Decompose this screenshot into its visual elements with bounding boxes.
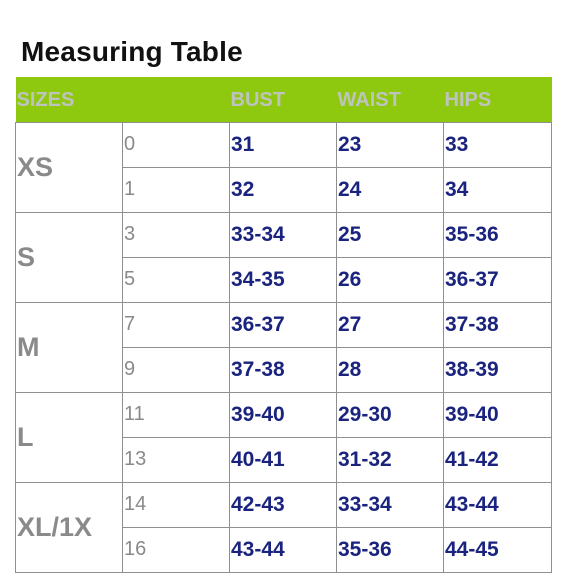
header-number [123, 77, 230, 122]
hips-value: 43-44 [444, 482, 552, 527]
bust-value: 42-43 [230, 482, 337, 527]
hips-value: 33 [444, 122, 552, 167]
size-number: 5 [123, 257, 230, 302]
waist-value: 28 [337, 347, 444, 392]
waist-value: 24 [337, 167, 444, 212]
page-title: Measuring Table [21, 36, 243, 67]
bust-value: 43-44 [230, 527, 337, 572]
table-row [16, 212, 552, 257]
bust-value: 31 [230, 122, 337, 167]
hips-value: 39-40 [444, 392, 552, 437]
size-number: 11 [123, 392, 230, 437]
hips-value: 41-42 [444, 437, 552, 482]
table-row [16, 392, 552, 437]
bust-value: 36-37 [230, 302, 337, 347]
hips-value: 38-39 [444, 347, 552, 392]
bust-value: 37-38 [230, 347, 337, 392]
size-label: M [16, 302, 123, 392]
header-hips: HIPS [444, 77, 552, 122]
hips-value: 44-45 [444, 527, 552, 572]
waist-value: 31-32 [337, 437, 444, 482]
hips-value: 35-36 [444, 212, 552, 257]
size-label: S [16, 212, 123, 302]
bust-value: 39-40 [230, 392, 337, 437]
size-number: 7 [123, 302, 230, 347]
header-waist: WAIST [337, 77, 444, 122]
bust-value: 40-41 [230, 437, 337, 482]
waist-value: 27 [337, 302, 444, 347]
size-number: 1 [123, 167, 230, 212]
waist-value: 33-34 [337, 482, 444, 527]
hips-value: 36-37 [444, 257, 552, 302]
waist-value: 35-36 [337, 527, 444, 572]
size-number: 14 [123, 482, 230, 527]
measuring-table [15, 77, 552, 573]
waist-value: 29-30 [337, 392, 444, 437]
size-label: XS [16, 122, 123, 212]
hips-value: 34 [444, 167, 552, 212]
waist-value: 26 [337, 257, 444, 302]
hips-value: 37-38 [444, 302, 552, 347]
header-sizes: SIZES [16, 77, 123, 122]
bust-value: 32 [230, 167, 337, 212]
bust-value: 33-34 [230, 212, 337, 257]
size-number: 0 [123, 122, 230, 167]
bust-value: 34-35 [230, 257, 337, 302]
waist-value: 23 [337, 122, 444, 167]
table-row [16, 482, 552, 527]
size-number: 3 [123, 212, 230, 257]
size-label: L [16, 392, 123, 482]
waist-value: 25 [337, 212, 444, 257]
table-row [16, 122, 552, 167]
size-label: XL/1X [16, 482, 123, 572]
table-header-row [16, 77, 552, 122]
table-row [16, 302, 552, 347]
header-bust: BUST [230, 77, 337, 122]
size-number: 9 [123, 347, 230, 392]
size-number: 13 [123, 437, 230, 482]
size-number: 16 [123, 527, 230, 572]
